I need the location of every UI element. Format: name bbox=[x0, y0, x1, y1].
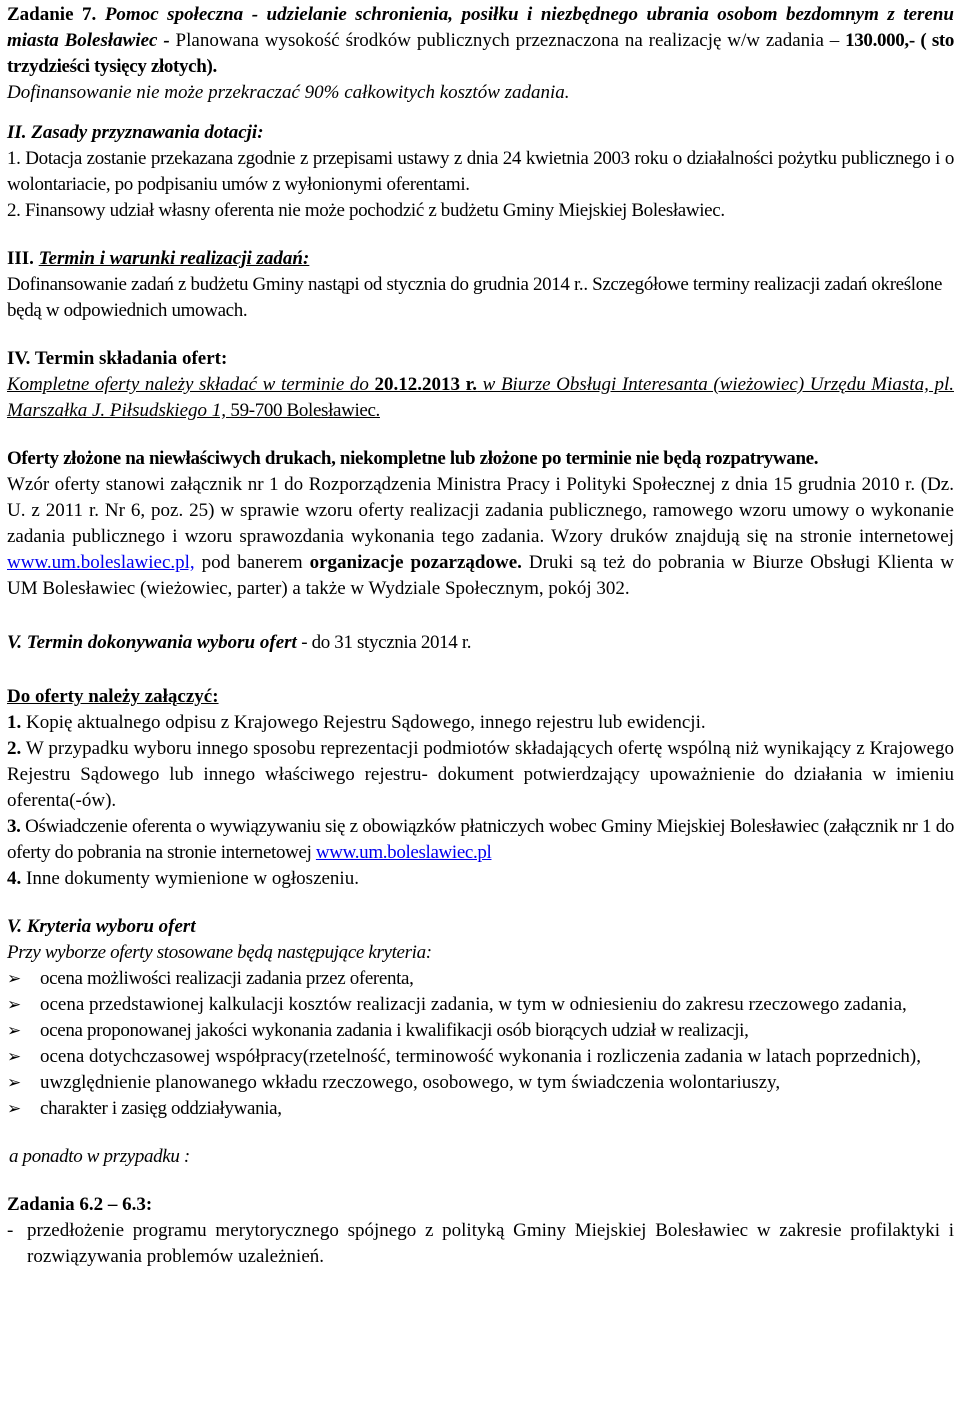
arrow-bullet-icon: ➢ bbox=[7, 1021, 21, 1041]
section5-heading bbox=[7, 630, 954, 656]
arrow-bullet-icon: ➢ bbox=[7, 1073, 22, 1093]
attachments-heading: Do oferty należy załączyć: bbox=[7, 686, 219, 707]
template-text-1: Wzór oferty stanowi załącznik nr 1 do Rozporządzenia Ministra Pracy i Polityki Społecznej z dnia 15 grudnia 2010 r. (Dz. U. z 2011 r. Nr 6, poz. 25) w sprawie wzoru oferty realizacji zadania publicznego, ramowego wzoru umowy o wykonanie zadania publicznego i wzoru sprawozdania wykonania tego zadania. Wzory druków znajdują się na stronie internetowej bbox=[7, 474, 954, 547]
website-link[interactable]: www.um.boleslawiec.pl, bbox=[7, 552, 195, 573]
funding-text: Planowana wysokość środków publicznych przeznaczona na realizację w/w zadania – bbox=[169, 30, 846, 51]
task-label: Zadanie 7. bbox=[7, 4, 97, 25]
section4-deadline bbox=[7, 372, 954, 424]
criteria-heading: V. Kryteria wyboru ofert bbox=[7, 916, 196, 937]
criteria-text: charakter i zasięg oddziaływania, bbox=[40, 1098, 282, 1119]
section3-heading bbox=[7, 246, 954, 272]
section3-body: Dofinansowanie zadań z budżetu Gminy nastąpi od stycznia do grudnia 2014 r.. Szczegółowe terminy realizacji zadań określone będą w odpowiednich umowach. bbox=[7, 274, 943, 321]
attachment-item bbox=[7, 736, 954, 814]
criteria-text: ocena proponowanej jakości wykonania zadania i kwalifikacji osób biorących udział w realizacji, bbox=[40, 1020, 749, 1041]
arrow-bullet-icon: ➢ bbox=[7, 995, 22, 1015]
task-paragraph bbox=[7, 2, 954, 80]
attachment-item bbox=[7, 866, 954, 892]
list-item bbox=[7, 992, 954, 1018]
tasks-item bbox=[7, 1218, 954, 1270]
deadline-date: 20.12.2013 r. bbox=[374, 374, 478, 395]
section3-title: Termin i warunki realizacji zadań: bbox=[38, 248, 310, 269]
template-paragraph bbox=[7, 472, 954, 602]
place-text: w Biurze Obsługi Interesanta (wieżowiec) Urzędu Miasta, pl. Marszałka J. Piłsudskiego 1, bbox=[7, 374, 954, 421]
attachment-item bbox=[7, 814, 954, 866]
template-text-3: Druki są też do pobrania w Biurze Obsługi Klienta w UM Bolesławiec (wieżowiec, parter) a także w Wydziale Społecznym, pokój 302. bbox=[7, 552, 954, 599]
criteria-list bbox=[7, 966, 954, 1122]
arrow-bullet-icon: ➢ bbox=[7, 1047, 22, 1067]
tasks-text: przedłożenie programu merytorycznego spójnego z polityką Gminy Miejskiej Bolesławiec w zakresie profilaktyki i rozwiązywania problemów uzależnień. bbox=[27, 1220, 954, 1267]
section3-number: III. bbox=[7, 248, 34, 269]
place-postal: 59-700 Bolesławiec. bbox=[226, 400, 380, 421]
cofinancing-note: Dofinansowanie nie może przekraczać 90% całkowitych kosztów zadania. bbox=[7, 82, 570, 103]
criteria-text: ocena dotychczasowej współpracy(rzetelność, terminowość wykonania i rozliczenia zadania w latach poprzednich), bbox=[40, 1046, 922, 1067]
criteria-intro: Przy wyborze oferty stosowane będą następujące kryteria: bbox=[7, 942, 432, 963]
additional-note: a ponadto w przypadku : bbox=[9, 1146, 190, 1167]
attachment-number: 3. bbox=[7, 816, 21, 837]
dash-bullet: - bbox=[7, 1220, 14, 1241]
section4-heading: IV. Termin składania ofert: bbox=[7, 348, 228, 369]
list-item bbox=[7, 1018, 954, 1044]
funding-amount: 130.000,- ( sto trzydzieści tysięcy złotych). bbox=[7, 30, 954, 77]
criteria-text: uwzględnienie planowanego wkładu rzeczowego, osobowego, w tym świadczenia wolontariuszy, bbox=[40, 1072, 781, 1093]
task-title: Pomoc społeczna - udzielanie schronienia, posiłku i niezbędnego ubrania osobom bezdomnym z terenu miasta Bolesławiec - bbox=[7, 4, 954, 51]
attachment-text: Oświadczenie oferenta o wywiązywaniu się z obowiązków płatniczych wobec Gminy Miejskiej Bolesławiec (załącznik nr 1 do oferty do pobrania na stronie internetowej bbox=[7, 816, 954, 863]
rejection-notice: Oferty złożone na niewłaściwych drukach, niekompletne lub złożone po terminie nie będą rozpatrywane. bbox=[7, 448, 819, 469]
attachment-number: 1. bbox=[7, 712, 22, 733]
template-banner: organizacje pozarządowe. bbox=[309, 552, 522, 573]
arrow-bullet-icon: ➢ bbox=[7, 1099, 21, 1119]
section2-item2: 2. Finansowy udział własny oferenta nie może pochodzić z budżetu Gminy Miejskiej Bolesławiec. bbox=[7, 200, 725, 221]
list-item bbox=[7, 1096, 954, 1122]
attachment-link[interactable]: www.um.boleslawiec.pl bbox=[315, 842, 492, 863]
attachment-number: 4. bbox=[7, 868, 22, 889]
attachment-text: W przypadku wyboru innego sposobu reprezentacji podmiotów składających ofertę wspólną niż wynikający z Krajowego Rejestru Sądowego lub innego właściwego rejestru- dokument potwierdzający upoważnienie do działania w imieniu oferenta(-ów). bbox=[7, 738, 954, 811]
list-item bbox=[7, 966, 954, 992]
list-item bbox=[7, 1044, 954, 1070]
section5-title: V. Termin dokonywania wyboru ofert bbox=[7, 632, 297, 653]
attachment-text: Kopię aktualnego odpisu z Krajowego Rejestru Sądowego, innego rejestru lub ewidencji. bbox=[21, 712, 706, 733]
attachment-text: Inne dokumenty wymienione w ogłoszeniu. bbox=[21, 868, 359, 889]
attachment-item bbox=[7, 710, 954, 736]
criteria-text: ocena możliwości realizacji zadania przez oferenta, bbox=[40, 968, 414, 989]
template-text-2: pod banerem bbox=[194, 552, 310, 573]
criteria-text: ocena przedstawionej kalkulacji kosztów realizacji zadania, w tym w odniesieniu do zakresu rzeczowego zadania, bbox=[40, 994, 907, 1015]
section5-deadline: - do 31 stycznia 2014 r. bbox=[296, 632, 472, 653]
section2-heading: II. Zasady przyznawania dotacji: bbox=[7, 122, 264, 143]
attachment-number: 2. bbox=[7, 738, 22, 759]
tasks-heading: Zadania 6.2 – 6.3: bbox=[7, 1194, 153, 1215]
list-item bbox=[7, 1070, 954, 1096]
deadline-text: Kompletne oferty należy składać w terminie do bbox=[7, 374, 375, 395]
section2-item1: 1. Dotacja zostanie przekazana zgodnie z przepisami ustawy z dnia 24 kwietnia 2003 roku o działalności pożytku publicznego i o wolontariacie, po podpisaniu umów z wyłonionymi oferentami. bbox=[7, 148, 954, 195]
arrow-bullet-icon: ➢ bbox=[7, 969, 21, 989]
